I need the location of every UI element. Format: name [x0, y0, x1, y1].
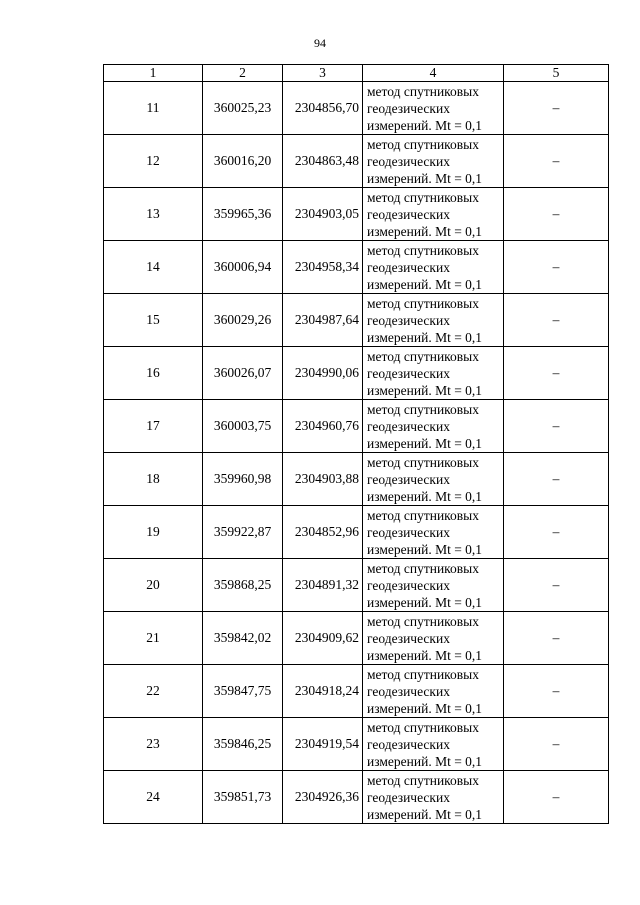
method-line: метод спутниковых — [367, 666, 479, 682]
method-line: геодезических — [367, 206, 450, 222]
point-number-cell: 13 — [104, 188, 203, 241]
note-cell: – — [504, 506, 609, 559]
table-row — [104, 347, 609, 400]
method-cell — [363, 665, 504, 718]
point-number-cell: 11 — [104, 82, 203, 135]
x-coordinate-cell: 359851,73 — [203, 771, 283, 824]
note-cell: – — [504, 347, 609, 400]
y-coordinate-cell: 2304852,96 — [283, 506, 363, 559]
point-number-cell: 14 — [104, 241, 203, 294]
header-cell-5: 5 — [504, 65, 609, 82]
x-coordinate-cell: 359842,02 — [203, 612, 283, 665]
method-line: метод спутниковых — [367, 295, 479, 311]
y-coordinate-cell: 2304918,24 — [283, 665, 363, 718]
y-coordinate-cell: 2304863,48 — [283, 135, 363, 188]
y-coordinate-cell: 2304891,32 — [283, 559, 363, 612]
method-cell — [363, 135, 504, 188]
method-line: геодезических — [367, 683, 450, 699]
method-cell — [363, 294, 504, 347]
point-number-cell: 21 — [104, 612, 203, 665]
y-coordinate-cell: 2304958,34 — [283, 241, 363, 294]
note-cell: – — [504, 135, 609, 188]
header-cell-2: 2 — [203, 65, 283, 82]
y-coordinate-cell: 2304926,36 — [283, 771, 363, 824]
method-line: метод спутниковых — [367, 454, 479, 470]
method-cell — [363, 771, 504, 824]
point-number-cell: 15 — [104, 294, 203, 347]
method-line: геодезических — [367, 524, 450, 540]
table-row — [104, 188, 609, 241]
table-body — [104, 82, 609, 824]
method-cell — [363, 559, 504, 612]
note-cell: – — [504, 771, 609, 824]
method-cell — [363, 506, 504, 559]
method-line: геодезических — [367, 736, 450, 752]
x-coordinate-cell: 359965,36 — [203, 188, 283, 241]
method-line: метод спутниковых — [367, 136, 479, 152]
method-cell — [363, 612, 504, 665]
point-number-cell: 18 — [104, 453, 203, 506]
note-cell: – — [504, 294, 609, 347]
point-number-cell: 16 — [104, 347, 203, 400]
method-line: геодезических — [367, 153, 450, 169]
note-cell: – — [504, 665, 609, 718]
point-number-cell: 17 — [104, 400, 203, 453]
method-cell — [363, 82, 504, 135]
y-coordinate-cell: 2304919,54 — [283, 718, 363, 771]
page-number: 94 — [314, 36, 326, 50]
method-line: геодезических — [367, 577, 450, 593]
method-line: метод спутниковых — [367, 242, 479, 258]
method-cell — [363, 188, 504, 241]
x-coordinate-cell: 360006,94 — [203, 241, 283, 294]
x-coordinate-cell: 359846,25 — [203, 718, 283, 771]
table-row — [104, 718, 609, 771]
header-cell-1: 1 — [104, 65, 203, 82]
table-row — [104, 82, 609, 135]
method-cell — [363, 347, 504, 400]
table-header — [104, 65, 609, 82]
method-line: геодезических — [367, 471, 450, 487]
note-cell: – — [504, 188, 609, 241]
note-cell: – — [504, 718, 609, 771]
method-cell — [363, 453, 504, 506]
method-line: метод спутниковых — [367, 560, 479, 576]
note-cell: – — [504, 400, 609, 453]
point-number-cell: 12 — [104, 135, 203, 188]
note-cell: – — [504, 241, 609, 294]
point-number-cell: 22 — [104, 665, 203, 718]
x-coordinate-cell: 360025,23 — [203, 82, 283, 135]
method-cell — [363, 400, 504, 453]
header-cell-3: 3 — [283, 65, 363, 82]
y-coordinate-cell: 2304909,62 — [283, 612, 363, 665]
method-line: геодезических — [367, 100, 450, 116]
table-row — [104, 559, 609, 612]
method-line: метод спутниковых — [367, 83, 479, 99]
method-line: метод спутниковых — [367, 507, 479, 523]
table-row — [104, 665, 609, 718]
method-line: измерений. Mt = 0,1 — [367, 117, 483, 133]
table-row — [104, 771, 609, 824]
point-number-cell: 19 — [104, 506, 203, 559]
table-row — [104, 506, 609, 559]
x-coordinate-cell: 359960,98 — [203, 453, 283, 506]
x-coordinate-cell: 360003,75 — [203, 400, 283, 453]
header-cell-4: 4 — [363, 65, 504, 82]
table-row — [104, 453, 609, 506]
method-cell — [363, 718, 504, 771]
method-line: измерений. Mt = 0,1 — [367, 382, 483, 398]
point-number-cell: 23 — [104, 718, 203, 771]
x-coordinate-cell: 359847,75 — [203, 665, 283, 718]
method-line: измерений. Mt = 0,1 — [367, 541, 483, 557]
method-line: измерений. Mt = 0,1 — [367, 276, 483, 292]
method-line: метод спутниковых — [367, 348, 479, 364]
note-cell: – — [504, 559, 609, 612]
point-number-cell: 24 — [104, 771, 203, 824]
method-line: метод спутниковых — [367, 189, 479, 205]
x-coordinate-cell: 360016,20 — [203, 135, 283, 188]
method-line: метод спутниковых — [367, 772, 479, 788]
method-cell — [363, 241, 504, 294]
method-line: измерений. Mt = 0,1 — [367, 435, 483, 451]
table-header-row — [104, 65, 609, 82]
method-line: метод спутниковых — [367, 719, 479, 735]
y-coordinate-cell: 2304903,05 — [283, 188, 363, 241]
table-row — [104, 294, 609, 347]
method-line: измерений. Mt = 0,1 — [367, 170, 483, 186]
table-row — [104, 135, 609, 188]
method-line: геодезических — [367, 418, 450, 434]
point-number-cell: 20 — [104, 559, 203, 612]
x-coordinate-cell: 360029,26 — [203, 294, 283, 347]
method-line: геодезических — [367, 789, 450, 805]
method-line: измерений. Mt = 0,1 — [367, 488, 483, 504]
method-line: измерений. Mt = 0,1 — [367, 753, 483, 769]
y-coordinate-cell: 2304903,88 — [283, 453, 363, 506]
method-line: измерений. Mt = 0,1 — [367, 647, 483, 663]
method-line: измерений. Mt = 0,1 — [367, 329, 483, 345]
method-line: измерений. Mt = 0,1 — [367, 806, 483, 822]
x-coordinate-cell: 359922,87 — [203, 506, 283, 559]
table-row — [104, 241, 609, 294]
table-row — [104, 400, 609, 453]
note-cell: – — [504, 612, 609, 665]
table-row — [104, 612, 609, 665]
method-line: геодезических — [367, 630, 450, 646]
y-coordinate-cell: 2304856,70 — [283, 82, 363, 135]
method-line: измерений. Mt = 0,1 — [367, 223, 483, 239]
method-line: геодезических — [367, 312, 450, 328]
method-line: метод спутниковых — [367, 401, 479, 417]
y-coordinate-cell: 2304960,76 — [283, 400, 363, 453]
y-coordinate-cell: 2304990,06 — [283, 347, 363, 400]
note-cell: – — [504, 453, 609, 506]
y-coordinate-cell: 2304987,64 — [283, 294, 363, 347]
note-cell: – — [504, 82, 609, 135]
method-line: метод спутниковых — [367, 613, 479, 629]
x-coordinate-cell: 359868,25 — [203, 559, 283, 612]
method-line: геодезических — [367, 365, 450, 381]
coordinates-table — [103, 64, 609, 824]
x-coordinate-cell: 360026,07 — [203, 347, 283, 400]
method-line: измерений. Mt = 0,1 — [367, 594, 483, 610]
method-line: измерений. Mt = 0,1 — [367, 700, 483, 716]
method-line: геодезических — [367, 259, 450, 275]
